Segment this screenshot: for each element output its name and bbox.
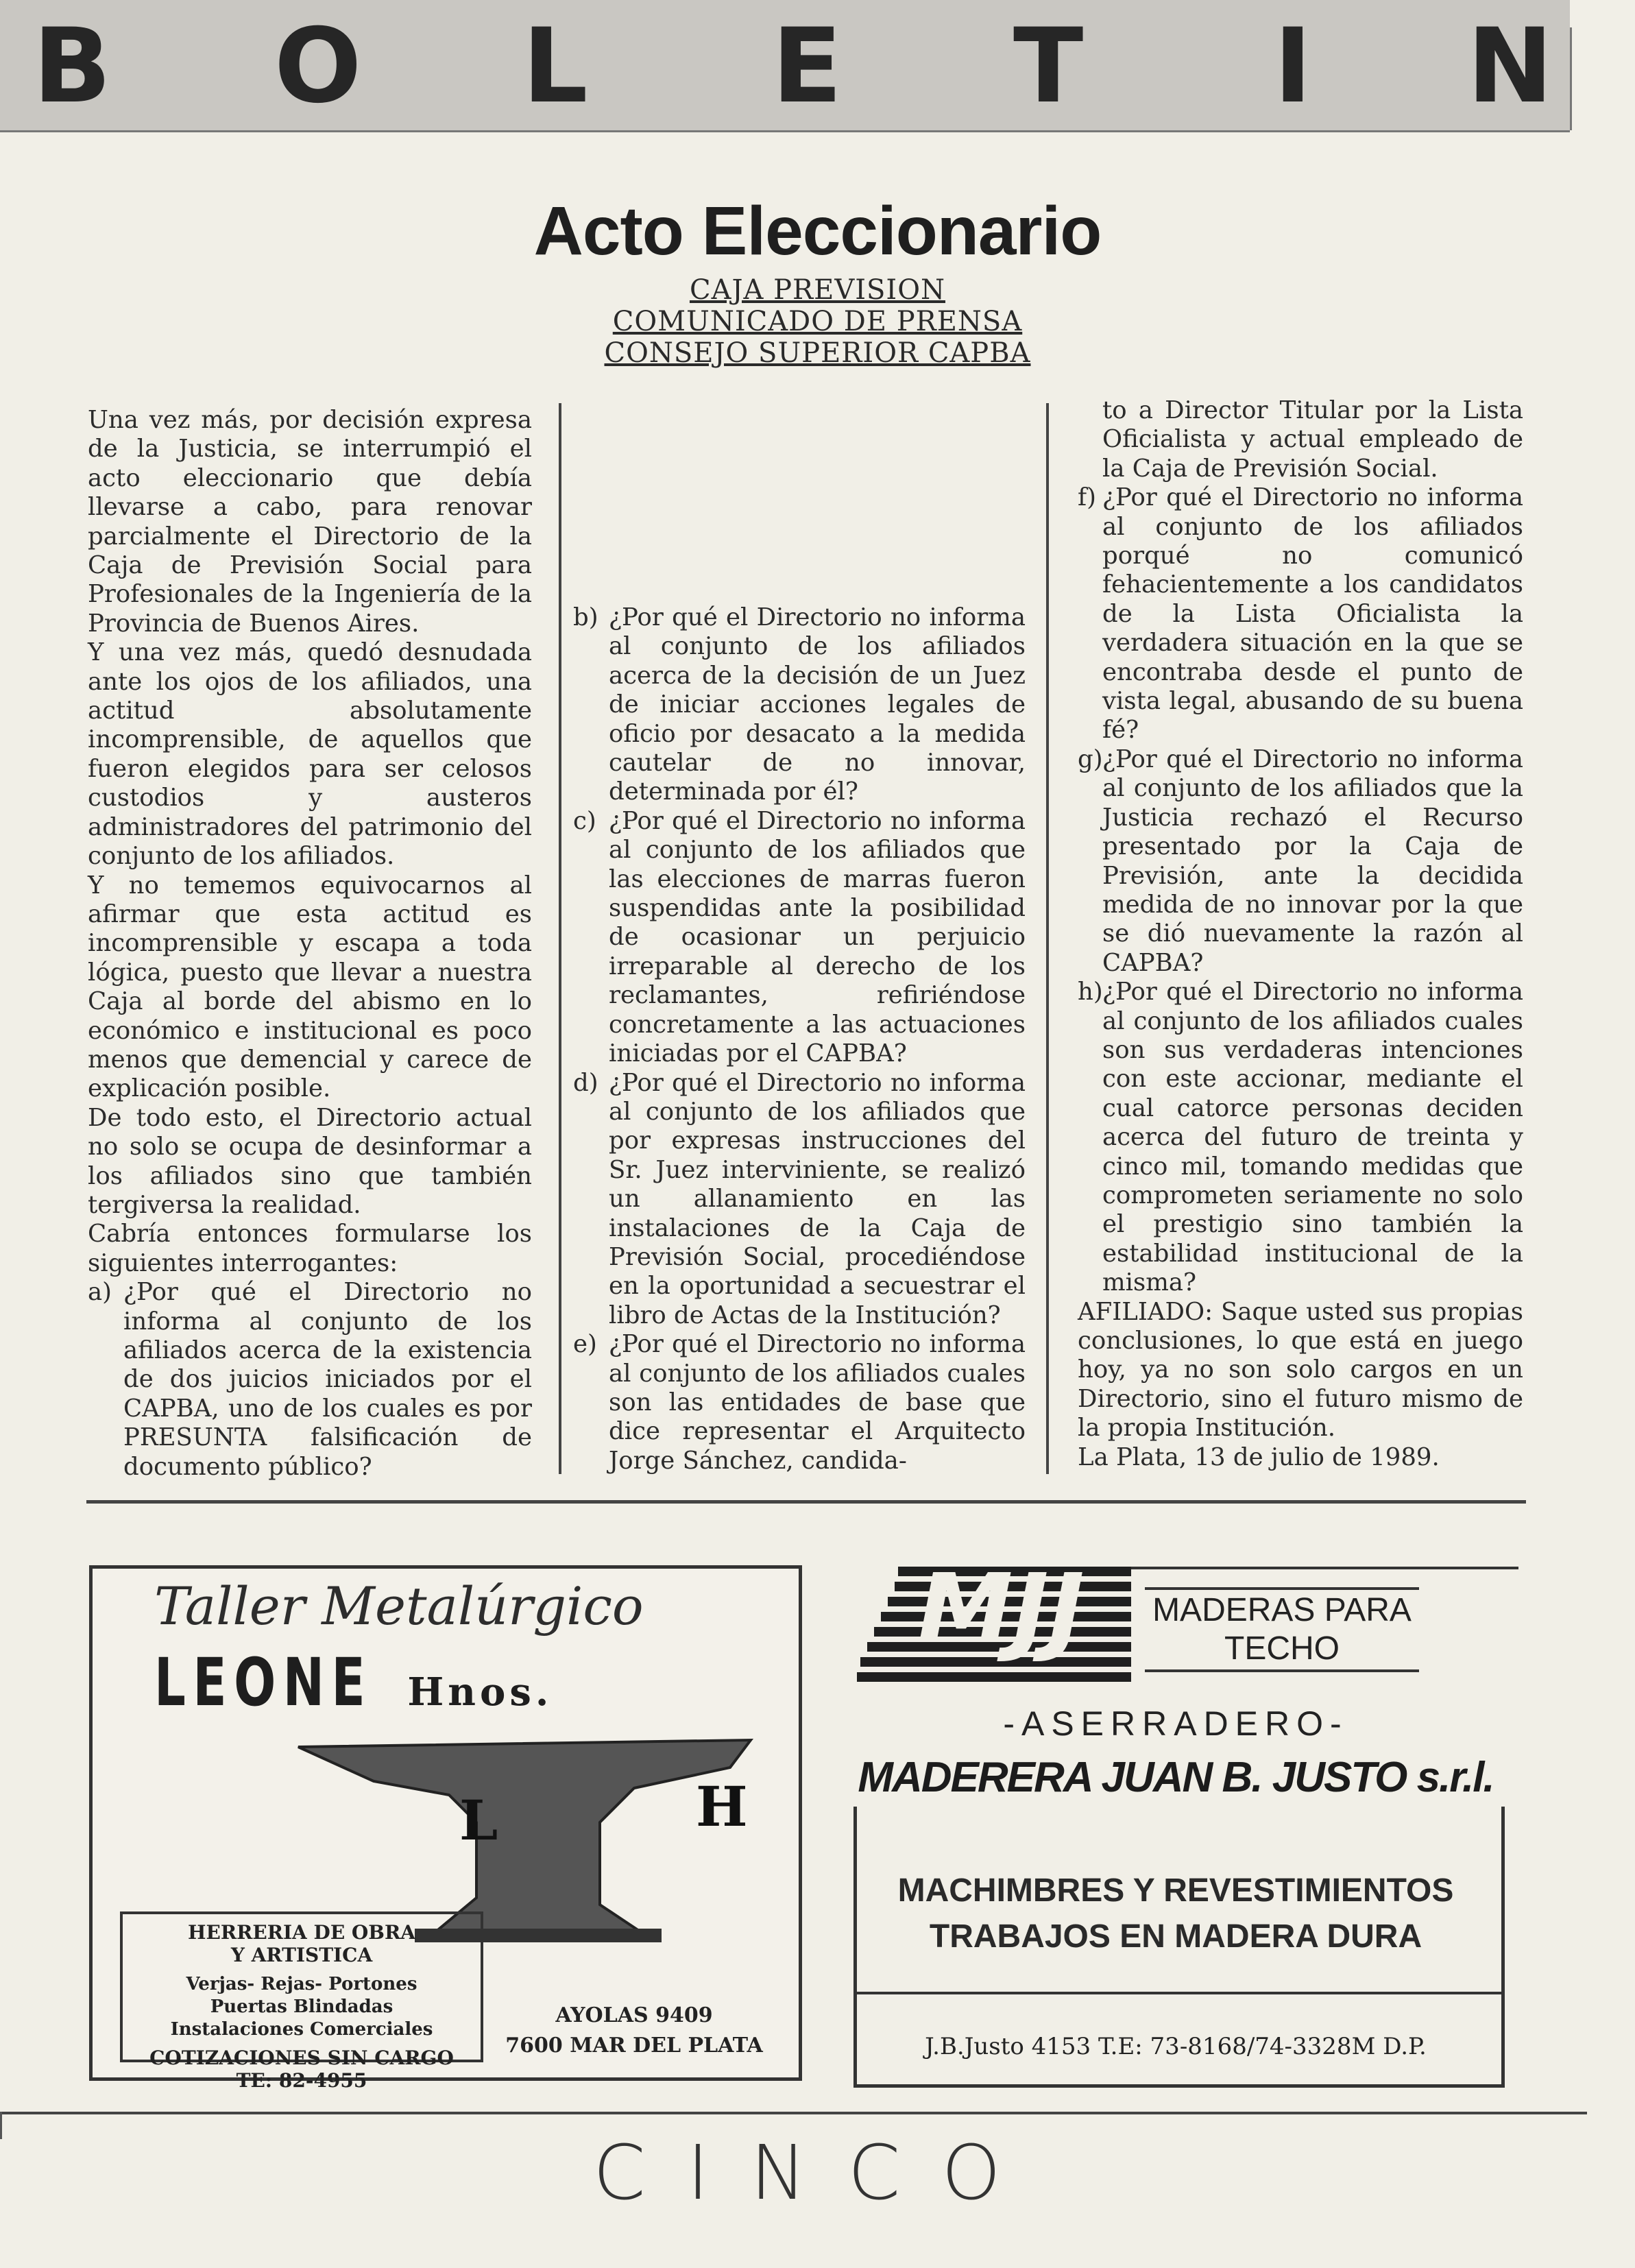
question-item — [573, 1069, 1026, 1331]
question-text: ¿Por qué el Directorio no informa al conjunto de los afiliados acerca de la existencia de dos juicios iniciados por el CAPBA, uno de los cuales es por PRESUNTA falsificación de documento público? — [123, 1278, 532, 1481]
question-item — [88, 1278, 532, 1482]
question-text: ¿Por qué el Directorio no informa al conjunto de los afiliados que la Justicia rechazó el Recurso presentado por la Caja de Previsión, ante la decidida medida de no innovar por la que se dió nuevamente la razón al CAPBA? — [1102, 745, 1523, 977]
service-line-2: TRABAJOS EN MADERA DURA — [929, 1918, 1422, 1955]
ad-taller-metalurgico — [89, 1565, 802, 2092]
question-label: h) — [1078, 978, 1103, 1006]
masthead-letter: O — [274, 7, 362, 126]
article-column-1 — [88, 406, 532, 1482]
question-label: b) — [573, 603, 598, 631]
quote-line: COTIZACIONES SIN CARGO — [149, 2047, 454, 2069]
ad-contact: J.B.Justo 4153 T.E: 73-8168/74-3328M D.P. — [925, 2033, 1427, 2060]
subtitle-comunicado: COMUNICADO DE PRENSA — [612, 306, 1023, 337]
service-line-1: MACHIMBRES Y REVESTIMIENTOS — [897, 1872, 1454, 1909]
address-street: AYOLAS 9409 — [555, 2003, 713, 2027]
question-text: ¿Por qué el Directorio no informa al conjunto de los afiliados porqué no comunicó fehacientemente a los candidatos de la Lista Oficialista la verdadera situación en la que se encontraba desde el punto de vista legal, abusando de su buena fé? — [1102, 483, 1523, 745]
masthead — [0, 0, 1570, 132]
services-title: HERRERIA DE OBRA Y ARTISTICA — [188, 1921, 415, 1966]
article-column-2 — [573, 603, 1026, 1475]
question-item — [1078, 978, 1523, 1297]
masthead-letter: B — [33, 7, 112, 126]
question-label: d) — [573, 1068, 598, 1097]
question-item — [1078, 745, 1523, 978]
question-label: g) — [1078, 745, 1103, 773]
question-label: f) — [1078, 483, 1096, 512]
masthead-letter: I — [1274, 7, 1312, 126]
bottom-rule — [0, 2112, 1587, 2114]
question-label: e) — [573, 1330, 597, 1359]
product-label — [1145, 1587, 1419, 1672]
question-text: ¿Por qué el Directorio no informa al conjunto de los afiliados que las elecciones de marras fueron suspendidas ante la posibilidad de ocasionar un perjuicio irreparable al derecho de los reclamantes, refiriéndose concretamente a las actuaciones iniciadas por el CAPBA? — [609, 806, 1026, 1068]
dateline: La Plata, 13 de julio de 1989. — [1078, 1443, 1440, 1471]
subtitle-caja: CAJA PREVISION — [689, 274, 946, 306]
company-name: MADERERA JUAN B. JUSTO s.r.l. — [858, 1754, 1494, 1801]
paragraph: to a Director Titular por la Lista Oficialista y actual empleado de la Caja de Previsión Social. — [1102, 396, 1523, 483]
paragraph: De todo esto, el Directorio actual no solo se ocupa de desinformar a los afiliados sino que también tergiversa la realidad. — [88, 1103, 532, 1219]
services-list: Verjas- Rejas- Portones Puertas Blindadas Instalaciones Comerciales — [170, 1974, 433, 2040]
column-divider — [1046, 403, 1049, 1474]
logo-top-rule — [1131, 1567, 1518, 1569]
ad-script-title: Taller Metalúrgico — [154, 1576, 644, 1637]
question-label: c) — [573, 806, 596, 835]
mjj-logo-icon — [857, 1567, 1131, 1704]
question-text: ¿Por qué el Directorio no informa al conjunto de los afiliados que por expresas instrucciones del Sr. Juez interviniente, se realizó un allanamiento en las instalaciones de la Caja de Previsión Social, procediéndose en la oportunidad a secuestrar el libro de Actas de la Institución? — [609, 1068, 1026, 1329]
brand-name: LEONE — [154, 1644, 373, 1721]
product-text: MADERAS PARA TECHO — [1145, 1587, 1419, 1672]
ad-address — [490, 2001, 778, 2061]
question-item — [573, 807, 1026, 1069]
question-text: ¿Por qué el Directorio no informa al conjunto de los afiliados acerca de la decisión de un Juez de iniciar acciones legales de oficio por desacato a la medida cautelar de no innovar, determinada por él? — [609, 603, 1026, 806]
anvil-letter-left: L — [459, 1788, 498, 1853]
question-label: a) — [88, 1278, 112, 1307]
services-box — [120, 1911, 483, 2092]
masthead-letter: N — [1467, 7, 1553, 126]
anvil-body — [298, 1740, 751, 1932]
ad-maderera — [833, 1553, 1518, 2101]
article-column-3 — [1078, 396, 1523, 1472]
page-title: Acto Eleccionario — [533, 193, 1102, 269]
brand-suffix: Hnos. — [407, 1669, 553, 1715]
question-text: ¿Por qué el Directorio no informa al conjunto de los afiliados cuales son las entidades de base que dice representar el Arquitecto Jorge Sánchez, candida- — [609, 1330, 1026, 1475]
contact-rule — [853, 1992, 1501, 1994]
masthead-letter: T — [1013, 7, 1084, 126]
anvil-letter-right: H — [696, 1774, 748, 1839]
paragraph: Y no tememos equivocarnos al afirmar que esta actitud es incomprensible y escapa a toda lógica, puesto que llevar a nuestra Caja al borde del abismo en lo económico e institucional es poco menos que demencial y carece de explicación posible. — [88, 871, 532, 1103]
section-divider — [86, 1500, 1526, 1504]
ad-phone: TE: 82-4955 — [236, 2069, 367, 2092]
column-divider — [559, 403, 561, 1474]
question-item — [573, 1330, 1026, 1475]
masthead-edge — [1570, 27, 1572, 130]
paragraph: Cabría entonces formularse los siguientes interrogantes: — [88, 1220, 532, 1277]
ad-brand — [154, 1644, 553, 1721]
paragraph: Y una vez más, quedó desnudada ante los ojos de los afiliados, una actitud absolutamente incomprensible, de aquellos que fueron elegidos para ser celosos custodios y austeros administradores del patrimonio del conjunto de los afiliados. — [88, 638, 532, 871]
subtitle-consejo: CONSEJO SUPERIOR CAPBA — [604, 337, 1031, 369]
sawmill-label: -ASERRADERO- — [1003, 1704, 1348, 1743]
question-text: ¿Por qué el Directorio no informa al conjunto de los afiliados cuales son sus verdaderas intenciones con este accionar, mediante el cual catorce personas deciden acerca del futuro de treinta y cinco mil, tomando medidas que comprometen seriamente no solo el prestigio sino también la estabilidad institucional de la misma? — [1102, 978, 1523, 1297]
logo-text: MJJ — [917, 1567, 1085, 1665]
question-item — [1078, 483, 1523, 745]
closing-paragraph: AFILIADO: Saque usted sus propias conclusiones, lo que está en juego hoy, ya no son solo cargos en un Directorio, sino el futuro mismo de la propia Institución. — [1078, 1297, 1523, 1443]
address-city: 7600 MAR DEL PLATA — [505, 2034, 763, 2058]
question-item — [573, 603, 1026, 807]
masthead-letter: L — [522, 7, 588, 126]
paragraph: Una vez más, por decisión expresa de la Justicia, se interrumpió el acto eleccionario que debía llevarse a cabo, para renovar parcialmente el Directorio de la Caja de Previsión Social para Profesionales de la Ingeniería de la Provincia de Buenos Aires. — [88, 406, 532, 638]
masthead-letter: E — [772, 7, 843, 126]
page-number-word: CINCO — [593, 2129, 1042, 2217]
